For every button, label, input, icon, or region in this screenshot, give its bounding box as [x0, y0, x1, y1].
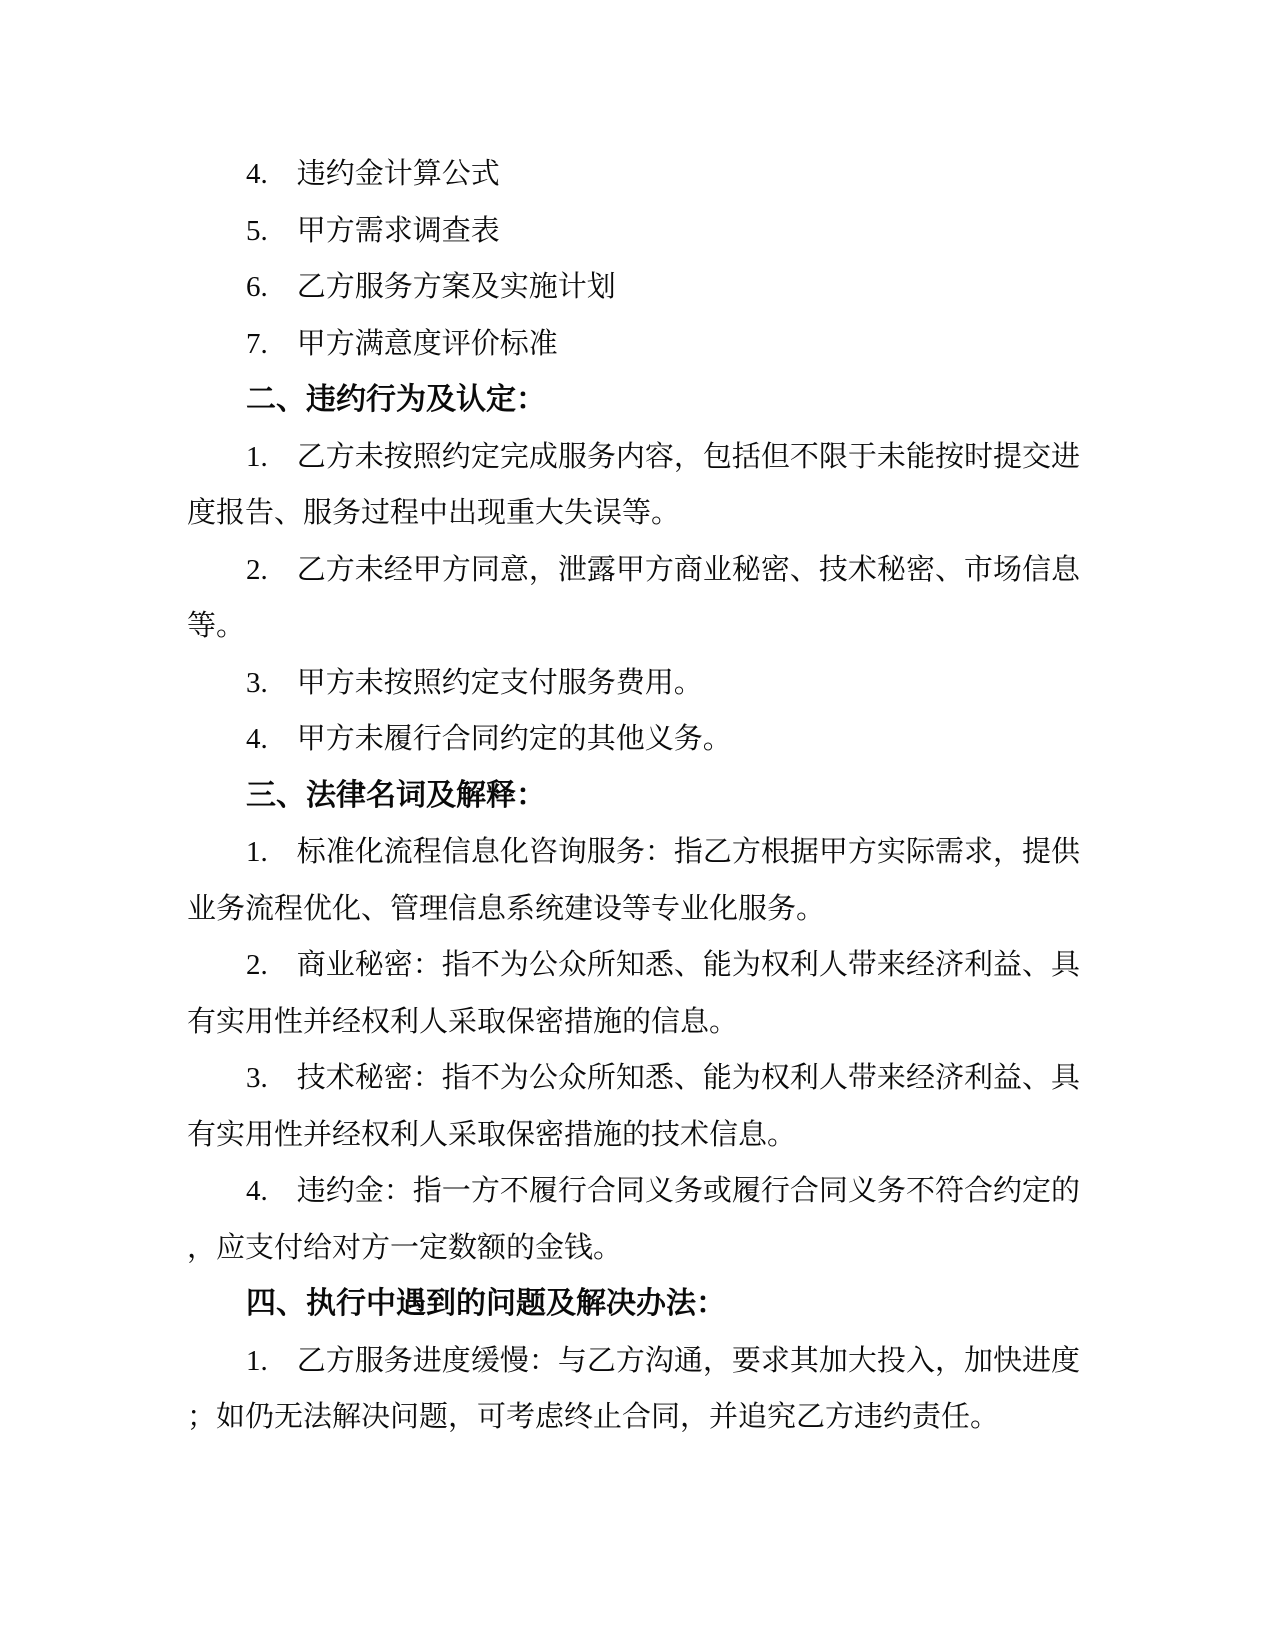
section-heading: 四、执行中遇到的问题及解决办法： [246, 1287, 726, 1320]
text-line: 等。 [187, 610, 246, 642]
text-line: 2. 商业秘密：指不为公众所知悉、能为权利人带来经济利益、具 [246, 949, 1080, 981]
text-line: 1. 乙方未按照约定完成服务内容，包括但不限于未能按时提交进 [246, 440, 1080, 473]
text-line: 7. 甲方满意度评价标准 [246, 327, 558, 360]
text-line: 6. 乙方服务方案及实施计划 [246, 271, 616, 303]
text-line: 3. 技术秘密：指不为公众所知悉、能为权利人带来经济利益、具 [246, 1062, 1080, 1094]
text-line: ；如仍无法解决问题，可考虑终止合同，并追究乙方违约责任。 [187, 1401, 1000, 1433]
text-line: 度报告、服务过程中出现重大失误等。 [187, 497, 681, 529]
section-heading: 二、违约行为及认定： [246, 383, 546, 416]
text-line: 4. 违约金：指一方不履行合同义务或履行合同义务不符合约定的 [246, 1175, 1080, 1207]
text-line: 5. 甲方需求调查表 [246, 214, 500, 247]
text-line: 1. 乙方服务进度缓慢：与乙方沟通，要求其加大投入，加快进度 [246, 1344, 1080, 1377]
document-content [187, 146, 1080, 1446]
text-line: 有实用性并经权利人采取保密措施的信息。 [187, 1005, 739, 1038]
text-line: ，应支付给对方一定数额的金钱。 [187, 1231, 623, 1264]
text-line: 2. 乙方未经甲方同意，泄露甲方商业秘密、技术秘密、市场信息 [246, 553, 1080, 586]
text-line: 有实用性并经权利人采取保密措施的技术信息。 [187, 1118, 797, 1151]
text-line: 业务流程优化、管理信息系统建设等专业化服务。 [187, 892, 826, 925]
text-line: 1. 标准化流程信息化咨询服务：指乙方根据甲方实际需求，提供 [246, 836, 1080, 868]
text-line: 4. 甲方未履行合同约定的其他义务。 [246, 723, 732, 755]
section-heading: 三、法律名词及解释： [246, 778, 546, 812]
text-line: 4. 违约金计算公式 [246, 158, 500, 190]
text-line: 3. 甲方未按照约定支付服务费用。 [246, 666, 703, 699]
